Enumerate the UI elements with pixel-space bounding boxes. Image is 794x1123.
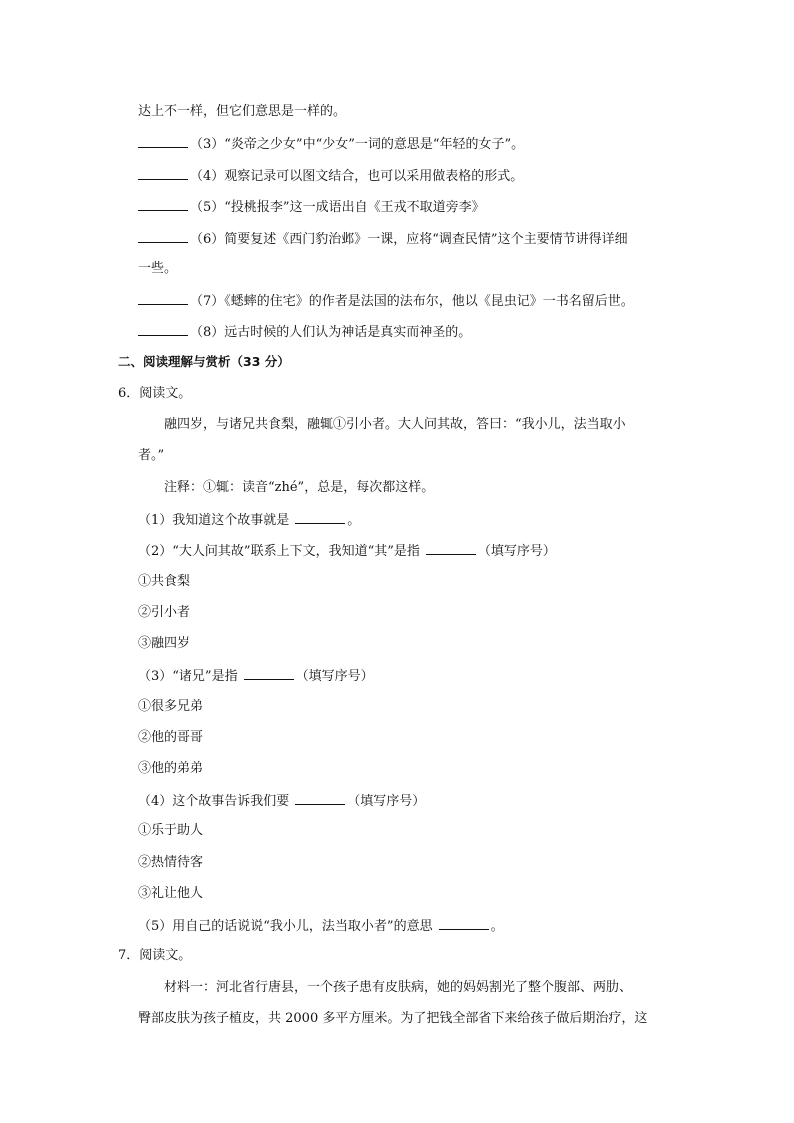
passage-line: 者。” (138, 448, 165, 463)
judgment-text: （5）“投桃报李”这一成语出自《王戎不取道旁李》 (190, 200, 485, 215)
judgment-item-8 (138, 322, 471, 342)
answer-blank[interactable] (138, 197, 188, 211)
answer-blank[interactable] (138, 291, 188, 305)
judgment-item-7 (138, 291, 634, 311)
material-line: 臀部皮肤为孩子植皮，共 2000 多平方厘米。为了把钱全部省下来给孩子做后期治疗，这 (138, 1011, 648, 1026)
judgment-item-5 (138, 197, 485, 217)
sub-question-2: （2）“大人问其故”联系上下文，我知道“其”是指 （填写序号） (138, 541, 556, 561)
question-6-heading: 6．阅读文。 (118, 386, 192, 401)
judgment-item-6-continuation: 一些。 (138, 261, 178, 276)
answer-blank[interactable] (138, 134, 188, 148)
judgment-text: （6）简要复述《西门豹治邺》一课，应将“调查民情”这个主要情节讲得详细 (190, 232, 628, 247)
sub-question-5: （5）用自己的话说说“我小儿，法当取小者”的意思 。 (138, 916, 504, 936)
option-item: ②热情待客 (138, 855, 204, 870)
answer-blank[interactable] (244, 666, 294, 680)
option-item: ②引小者 (138, 605, 191, 620)
option-item: ①共食梨 (138, 574, 191, 589)
answer-blank[interactable] (138, 166, 188, 180)
answer-blank[interactable] (295, 791, 345, 805)
option-item: ③融四岁 (138, 636, 191, 651)
judgment-text: （8）远古时候的人们认为神话是真实而神圣的。 (190, 325, 472, 340)
answer-blank[interactable] (295, 510, 345, 524)
judgment-continuation: 达上不一样，但它们意思是一样的。 (138, 104, 347, 119)
passage-note: 注释：①辄：读音“zhé”，总是，每次都这样。 (164, 480, 435, 495)
option-item: ③他的弟弟 (138, 761, 204, 776)
answer-blank[interactable] (439, 916, 489, 930)
judgment-item-4 (138, 166, 523, 186)
answer-blank[interactable] (138, 229, 188, 243)
judgment-item-3 (138, 134, 524, 154)
passage-line: 融四岁，与诸兄共食梨，融辄①引小者。大人问其故，答曰：“我小儿，法当取小 (164, 417, 626, 432)
section-title: 二、阅读理解与赏析（33 分） (118, 354, 290, 369)
option-item: ①乐于助人 (138, 823, 204, 838)
judgment-item-6 (138, 229, 628, 249)
option-item: ③礼让他人 (138, 886, 204, 901)
option-item: ①很多兄弟 (138, 699, 204, 714)
sub-question-1: （1）我知道这个故事就是 。 (138, 510, 360, 530)
answer-blank[interactable] (138, 322, 188, 336)
material-line: 材料一：河北省行唐县，一个孩子患有皮肤病，她的妈妈割光了整个腹部、两肋、 (164, 980, 633, 995)
answer-blank[interactable] (426, 541, 476, 555)
option-item: ②他的哥哥 (138, 730, 204, 745)
sub-question-4: （4）这个故事告诉我们要 （填写序号） (138, 791, 425, 811)
judgment-text: （7）《蟋蟀的住宅》的作者是法国的法布尔，他以《昆虫记》一书名留后世。 (190, 294, 634, 309)
judgment-text: （3）“炎帝之少女”中“少女”一词的意思是“年轻的女子”。 (190, 137, 525, 152)
question-7-heading: 7．阅读文。 (118, 948, 192, 963)
sub-question-3: （3）“诸兄”是指 （填写序号） (138, 666, 374, 686)
judgment-text: （4）观察记录可以图文结合，也可以采用做表格的形式。 (190, 169, 524, 184)
